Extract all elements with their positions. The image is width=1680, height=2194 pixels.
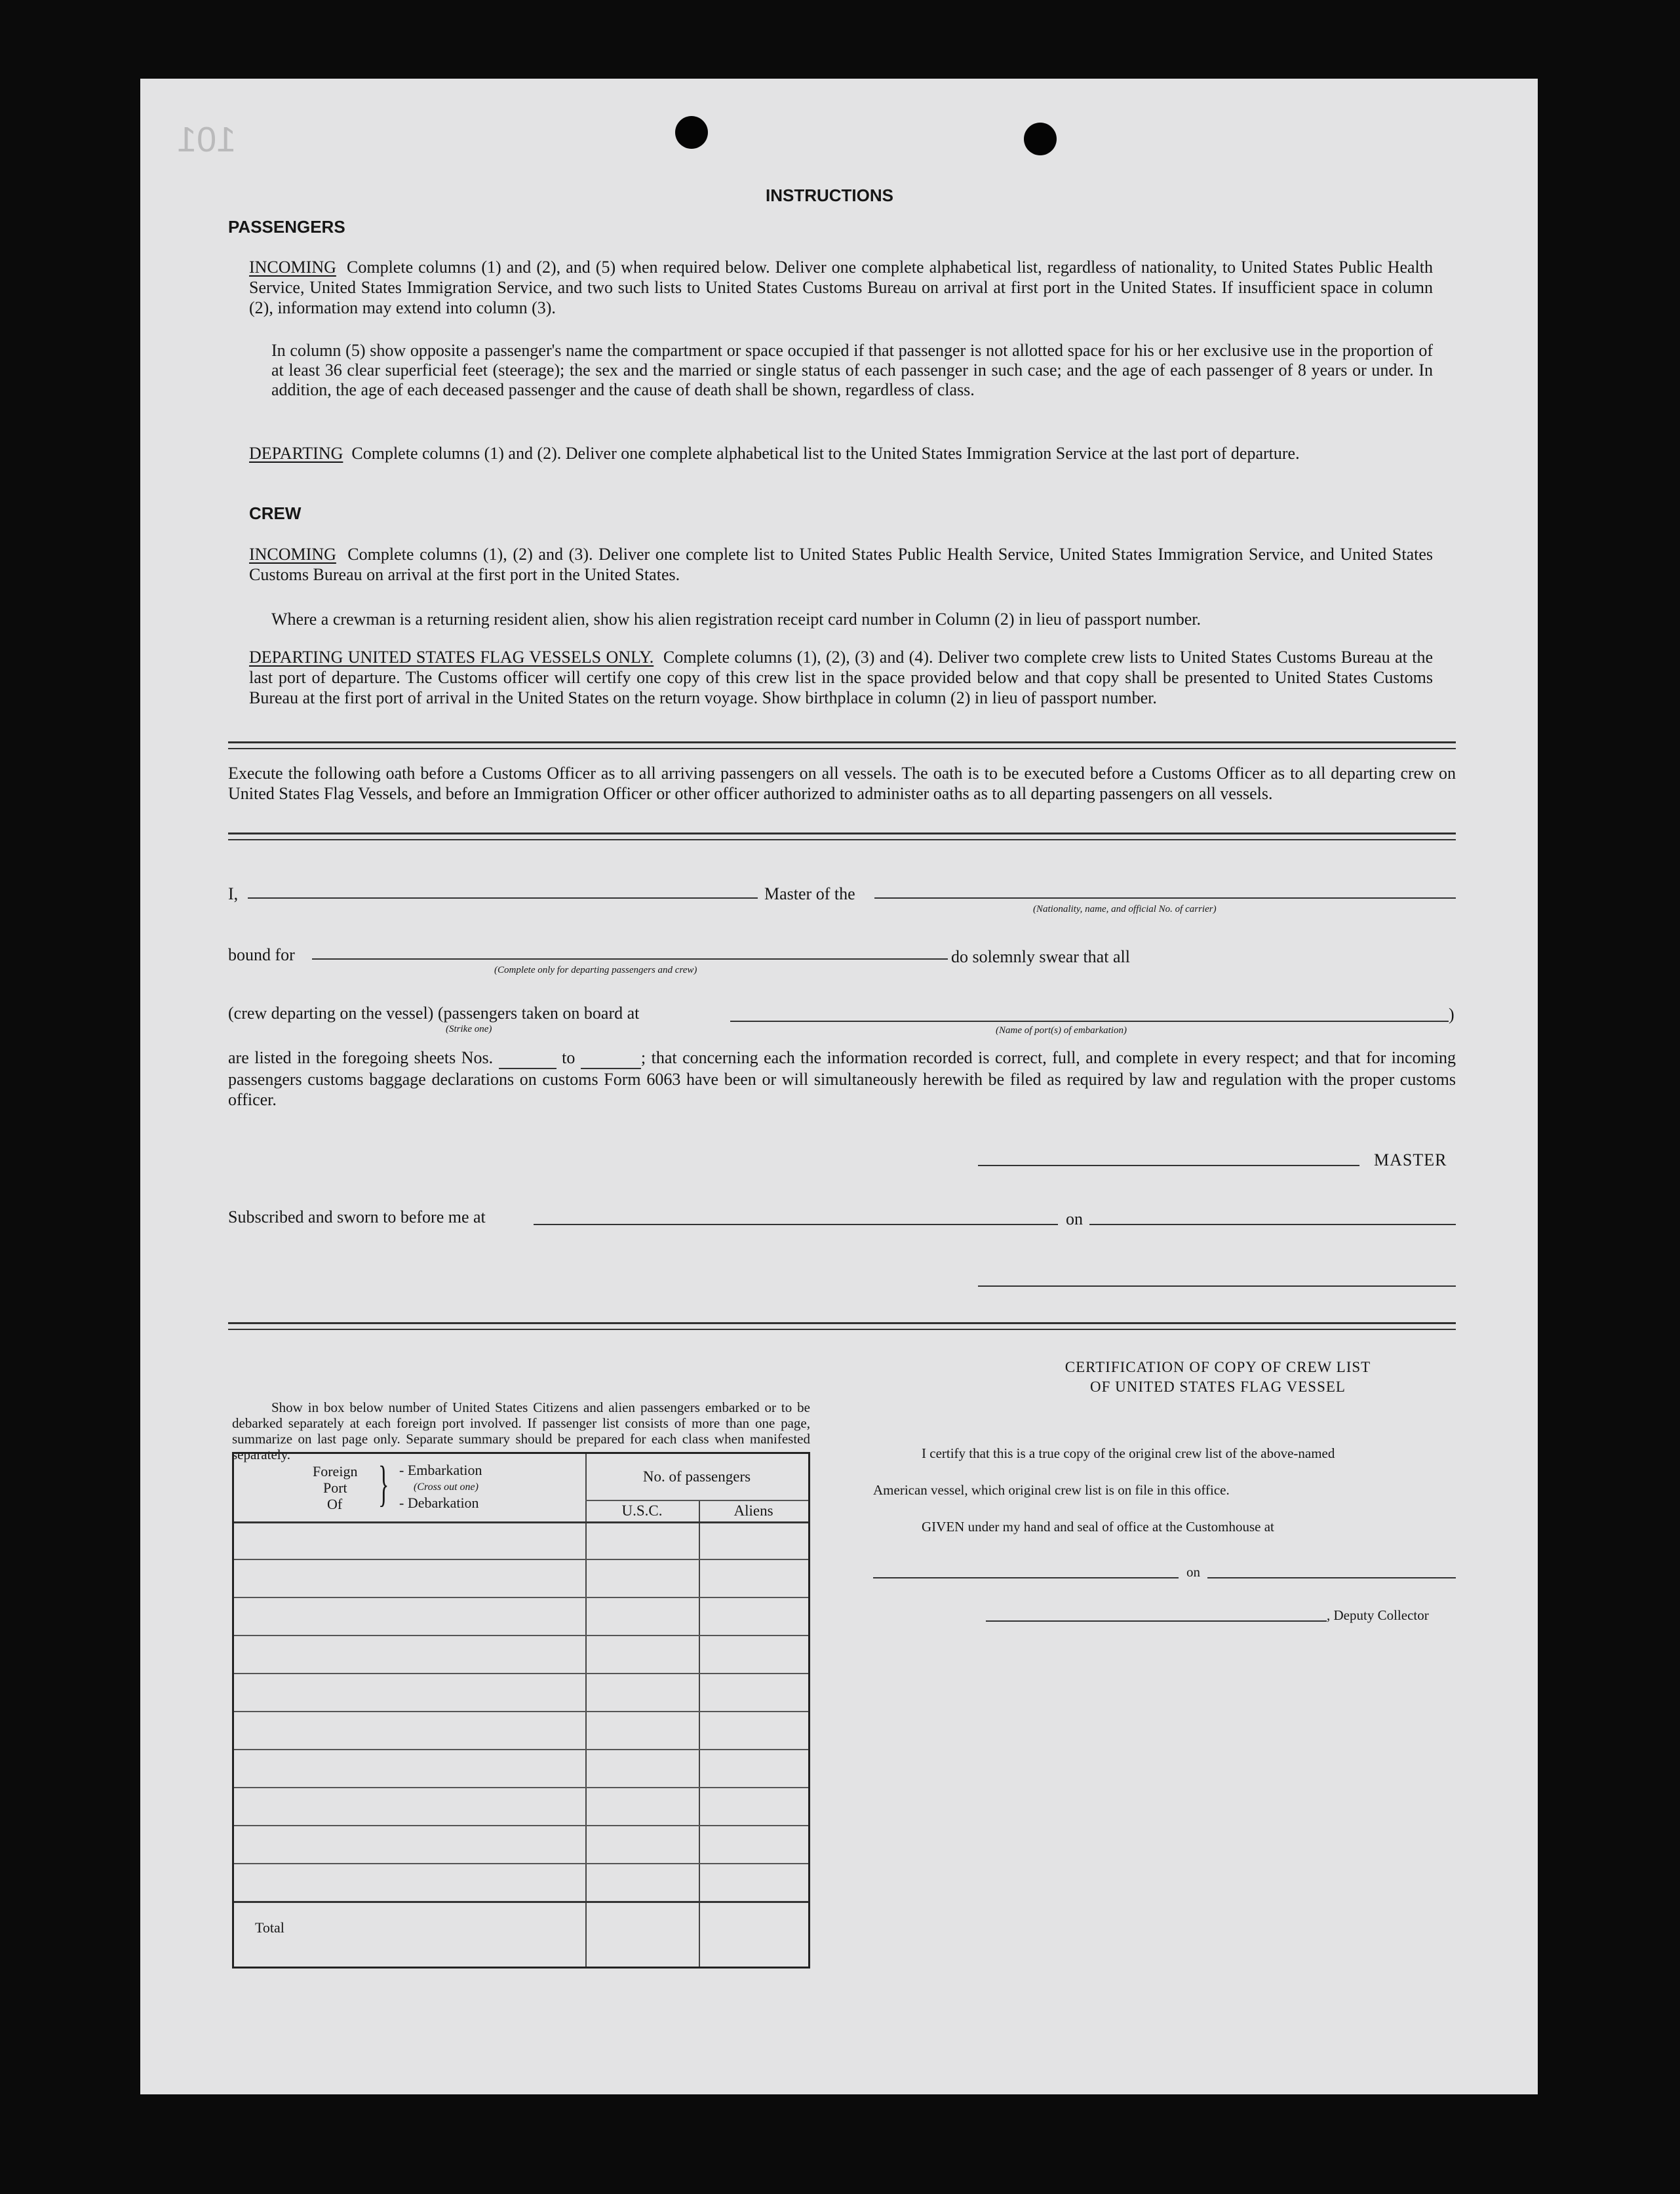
no-passengers-header: No. of passengers [642, 1468, 751, 1485]
passengers-incoming-instruction [249, 257, 1433, 318]
given-line: GIVEN under my hand and seal of office at the Customhouse at [922, 1519, 1274, 1535]
foreign-port-header [293, 1457, 529, 1519]
column5-instruction: In column (5) show opposite a passenger's name the compartment or space occupied if that passenger is not allotted space for his or her exclusive use in the proportion of at least 36 clear superficial feet (steerage); the sex and the married or single status of each passenger in such case; and the age of each passenger of 8 years or under. In addition, the age of each deceased passenger and the cause of death shall be shown, regardless of class. [271, 341, 1433, 399]
table-row-divider [234, 1863, 808, 1864]
cert-date-line[interactable] [1207, 1577, 1456, 1578]
deputy-signature-line[interactable] [986, 1620, 1327, 1622]
listed-to: to [562, 1048, 576, 1067]
deputy-collector-label: , Deputy Collector [1327, 1607, 1429, 1623]
master-label: MASTER [1374, 1150, 1447, 1169]
debarkation-label: - Debarkation [399, 1495, 479, 1511]
oath-i-label: I, [228, 884, 239, 903]
master-signature-line[interactable] [978, 1165, 1359, 1166]
table-row-divider [234, 1825, 808, 1826]
punch-hole-left [675, 116, 708, 149]
sheet-from-line[interactable] [499, 1048, 557, 1069]
section-divider [228, 741, 1456, 749]
officer-signature-line[interactable] [978, 1285, 1456, 1287]
table-row-divider [234, 1559, 808, 1560]
summary-instructions: Show in box below number of United States Citizens and alien passengers embarked or to be debarked separately at each foreign port involved. If passenger list consists of more than one page, summarize on last page only. Separate summary should be prepared for each class when manifested separately. [232, 1400, 810, 1462]
crew-incoming-text: Complete columns (1), (2) and (3). Deliver one complete list to United States Public Health Service, United States Immigration Service, and United States Customs Bureau on arrival at the first port in the United States. [249, 545, 1433, 584]
port-label: Port [323, 1479, 347, 1496]
departing-label: DEPARTING [249, 444, 343, 463]
total-label: Total [255, 1919, 284, 1936]
subscribed-on-label: on [1066, 1209, 1083, 1228]
customhouse-place-line[interactable] [873, 1577, 1179, 1578]
passenger-summary-table [232, 1452, 810, 1969]
usc-header: U.S.C. [621, 1502, 663, 1519]
certify-line-1: I certify that this is a true copy of the original crew list of the above-named [922, 1445, 1335, 1461]
bound-for-caption: (Complete only for departing passengers and crew) [494, 965, 697, 975]
cert-on-label: on [1186, 1564, 1200, 1580]
foreign-label: Foreign [313, 1463, 358, 1479]
table-row-divider [234, 1635, 808, 1636]
oath-intro: Execute the following oath before a Customs Officer as to all arriving passengers on all vessels. The oath is to be executed before a Customs Officer as to all departing crew on United States Flag Vessels, and before an Immigration Officer or other officer authorized to administer oaths as to all departing passengers on all vessels. [228, 764, 1456, 803]
crew-departing-label: (crew departing on the vessel) (passengers taken on board at [228, 1004, 640, 1023]
certification-title-2: OF UNITED STATES FLAG VESSEL [1090, 1379, 1346, 1395]
of-label: Of [327, 1496, 343, 1512]
master-name-line[interactable] [248, 897, 758, 899]
instructions-title: INSTRUCTIONS [766, 186, 893, 205]
crew-heading: CREW [249, 503, 302, 523]
section-divider [228, 1322, 1456, 1330]
listed-part2: ; that concerning each the information recorded is correct, full, and complete in every respect; and that for incoming passengers customs baggage declarations on customs Form 6063 have been or will simultaneously herewith be filed as required by law and regulation with the proper customs officer. [228, 1048, 1456, 1109]
carrier-caption: (Nationality, name, and official No. of carrier) [1033, 904, 1217, 914]
crew-incoming-instruction [249, 544, 1433, 585]
brace-icon: } [378, 1457, 389, 1512]
subscribed-label: Subscribed and sworn to before me at [228, 1207, 486, 1226]
certification-title-1: CERTIFICATION OF COPY OF CREW LIST [1065, 1359, 1371, 1375]
bound-for-label: bound for [228, 945, 295, 964]
embarkation-ports-line[interactable] [730, 1021, 1449, 1022]
strike-one-caption: (Strike one) [446, 1024, 492, 1034]
master-of-the-label: Master of the [764, 884, 855, 903]
carrier-line[interactable] [874, 897, 1456, 899]
table-row-divider [234, 1901, 808, 1903]
aliens-header: Aliens [733, 1502, 773, 1519]
bound-for-line[interactable] [312, 958, 948, 960]
section-divider [228, 833, 1456, 840]
punch-hole-right [1024, 123, 1057, 155]
solemnly-swear-label: do solemnly swear that all [951, 947, 1130, 966]
passengers-departing-instruction [249, 443, 1433, 463]
listed-part1: are listed in the foregoing sheets Nos. [228, 1048, 494, 1067]
incoming-label: INCOMING [249, 258, 336, 277]
table-row-divider [234, 1597, 808, 1598]
ports-caption: (Name of port(s) of embarkation) [996, 1025, 1127, 1036]
certify-line-2: American vessel, which original crew list is on file in this office. [873, 1482, 1230, 1498]
table-row-divider [234, 1711, 808, 1712]
bleed-through-mark: 101 [177, 120, 237, 159]
departing-us-flag-instruction [249, 647, 1433, 708]
departing-us-label: DEPARTING UNITED STATES FLAG VESSELS ONLY. [249, 648, 654, 667]
embarkation-label: - Embarkation [399, 1462, 482, 1478]
table-row-divider [234, 1787, 808, 1788]
passengers-heading: PASSENGERS [228, 217, 345, 237]
cross-out-label: (Cross out one) [414, 1481, 479, 1493]
incoming-text: Complete columns (1) and (2), and (5) when required below. Deliver one complete alphabetical list, regardless of nationality, to United States Public Health Service, United States Immigration Service, and two such lists to United States Customs Bureau on arrival at first port in the United States. If insufficient space in column (2), information may extend into column (3). [249, 258, 1433, 317]
document-page [140, 79, 1538, 2094]
subscribed-date-line[interactable] [1089, 1224, 1456, 1225]
listed-sheets-paragraph [228, 1048, 1456, 1110]
departing-text: Complete columns (1) and (2). Deliver one complete alphabetical list to the United States Immigration Service at the last port of departure. [351, 444, 1300, 463]
departing-us-text: Complete columns (1), (2), (3) and (4). Deliver two complete crew lists to United States Customs Bureau at the last port of departure. The Customs officer will certify one copy of this crew list in the space provided below and that copy shall be presented to United States Customs Bureau at the first port of arrival in the United States on the return voyage. Show birthplace in column (2) in lieu of passport number. [249, 648, 1433, 707]
table-row-divider [234, 1673, 808, 1674]
table-row-divider [234, 1749, 808, 1750]
subscribed-place-line[interactable] [534, 1224, 1058, 1225]
crew-incoming-label: INCOMING [249, 545, 336, 564]
close-paren: ) [1449, 1005, 1455, 1024]
sheet-to-line[interactable] [581, 1048, 641, 1069]
crew-resident-instruction: Where a crewman is a returning resident alien, show his alien registration receipt card number in Column (2) in lieu of passport number. [271, 610, 1201, 629]
